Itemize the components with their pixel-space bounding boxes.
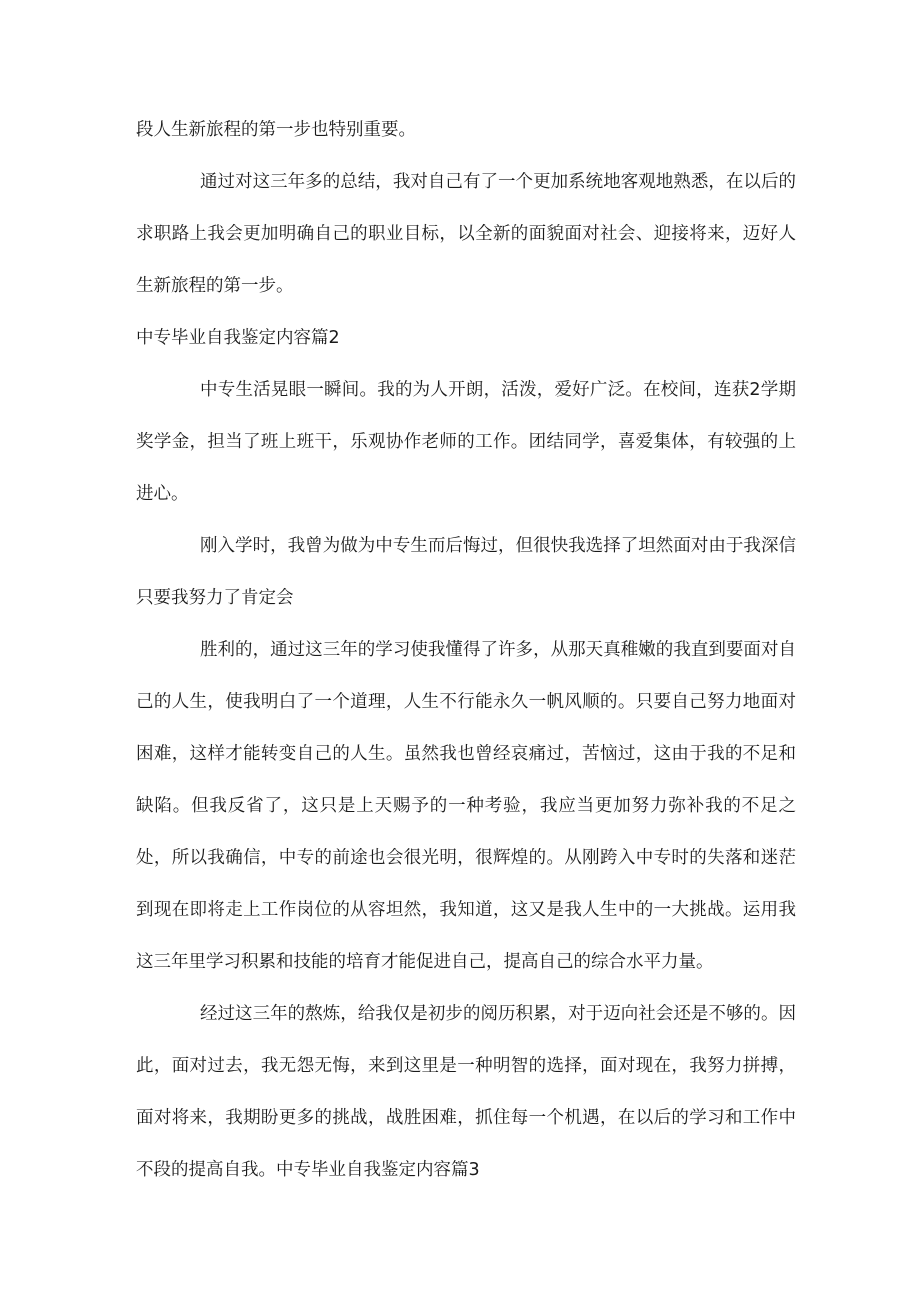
document-body (136, 104, 796, 1196)
paragraph-6: 经过这三年的熬炼，给我仅是初步的阅历积累，对于迈向社会还是不够的。因此，面对过去，我无怨无悔，来到这里是一种明智的选择，面对现在，我努力拼搏，面对将来，我期盼更多的挑战，战胜困难，抓住每一个机遇，在以后的学习和工作中不段的提高自我。中专毕业自我鉴定内容篇3 (136, 1004, 796, 1180)
paragraph-2: 通过对这三年多的总结，我对自己有了一个更加系统地客观地熟悉，在以后的求职路上我会更加明确自己的职业目标，以全新的面貌面对社会、迎接将来，迈好人生新旅程的第一步。 (136, 172, 796, 296)
paragraph-5: 胜利的，通过这三年的学习使我懂得了许多，从那天真稚嫩的我直到要面对自己的人生，使我明白了一个道理，人生不行能永久一帆风顺的。只要自己努力地面对困难，这样才能转变自己的人生。虽然我也曾经哀痛过，苦恼过，这由于我的不足和缺陷。但我反省了，这只是上天赐予的一种考验，我应当更加努力弥补我的不足之处，所以我确信，中专的前途也会很光明，很辉煌的。从刚跨入中专时的失落和迷茫到现在即将走上工作岗位的从容坦然，我知道，这又是我人生中的一大挑战。运用我这三年里学习积累和技能的培育才能促进自己，提高自己的综合水平力量。 (136, 640, 796, 972)
paragraph-1: 段人生新旅程的第一步也特别重要。 (136, 120, 416, 140)
paragraph-3: 中专生活晃眼一瞬间。我的为人开朗，活泼，爱好广泛。在校间，连获2学期奖学金，担当了班上班干，乐观协作老师的工作。团结同学，喜爱集体，有较强的上进心。 (136, 380, 796, 504)
section-heading: 中专毕业自我鉴定内容篇2 (136, 328, 340, 348)
paragraph-4: 刚入学时，我曾为做为中专生而后悔过，但很快我选择了坦然面对由于我深信只要我努力了肯定会 (136, 536, 796, 608)
